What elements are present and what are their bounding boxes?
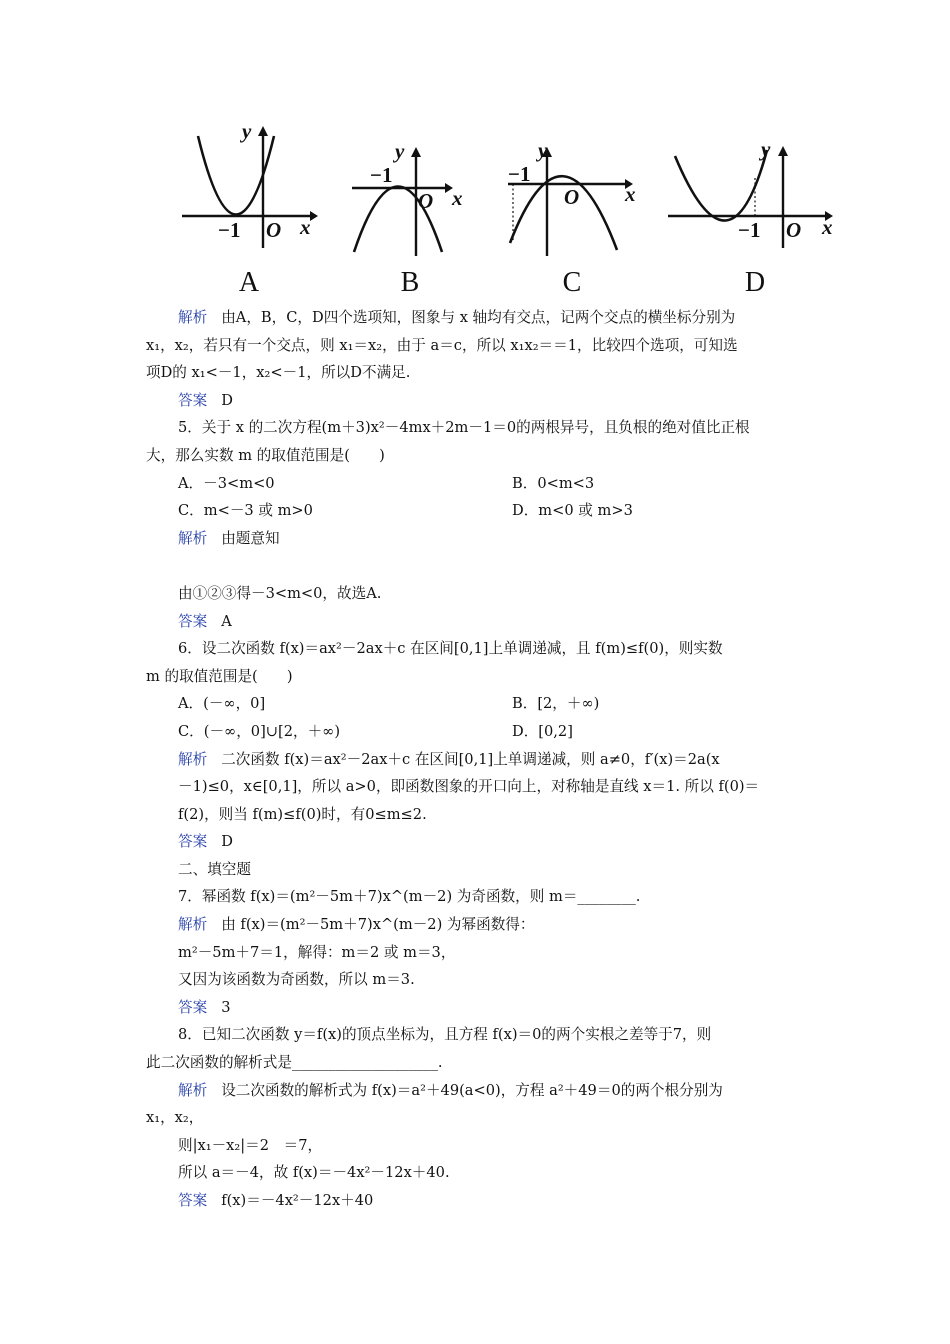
text-line [146,414,811,442]
line-text: m 的取值范围是( ) [146,667,293,685]
origin-label: O [786,218,802,242]
text-line [146,828,811,856]
text-line [146,552,811,580]
line-text: f(x)＝－4x²－12x＋40 [221,1192,374,1209]
text-line [146,1077,811,1105]
x-label: x [452,186,463,210]
y-arrow-icon [778,146,788,156]
line-text: x₁，x₂，若只有一个交点，则 x₁＝x₂，由于 a＝c，所以 x₁x₂＝＝1，比较四个选项，可知选 [146,336,738,354]
origin-label: O [564,185,580,209]
text-line [146,966,811,994]
text-line [146,332,811,360]
line-text: 8．已知二次函数 y＝f(x)的顶点坐标为，且方程 f(x)＝0的两个实根之差等于7，则 [178,1026,712,1044]
x-label: x [625,182,636,206]
answer-tag: 答案 [178,833,208,851]
option-choice: B．[2，＋∞) [512,695,600,713]
option-choice: C．m<－3 或 m>0 [178,502,313,520]
analysis-tag: 解析 [178,309,208,326]
line-text: 6．设二次函数 f(x)＝ax²－2ax＋c 在区间[0,1]上单调递减，且 f(m)≤f(0)，则实数 [178,640,723,658]
line-text: 所以 a＝－4，故 f(x)＝－4x²－12x＋40. [178,1164,450,1182]
graph-a [182,119,318,248]
minus-one-label: −1 [370,163,393,187]
origin-label: O [266,218,282,242]
option-choice: D．m<0 或 m>3 [512,502,633,520]
text-line [146,635,811,663]
graph-c [508,138,636,256]
line-text: 5．关于 x 的二次方程(m＋3)x²－4mx＋2m－1＝0的两根异号，且负根的绝对值比正根 [178,419,750,437]
text-line [146,746,811,774]
y-label: y [242,119,252,143]
graph-label-d: D [744,267,766,298]
text-line [146,580,811,608]
option-choice: A．(－∞，0] [178,695,266,713]
minus-one-label: −1 [738,218,761,242]
line-text: 由 f(x)＝(m²－5m＋7)x^(m－2) 为幂函数得： [221,916,535,934]
text-line [146,1187,811,1215]
text-line [146,994,811,1022]
option-choice: B．0<m<3 [512,474,595,492]
minus-one-label: −1 [218,218,241,242]
option-choice: D．[0,2] [512,722,573,740]
option-graphs [170,118,850,303]
text-line [146,525,811,553]
line-text: 3 [221,998,231,1016]
line-text: 此二次函数的解析式是____________________. [146,1054,443,1072]
text-line [146,1104,811,1132]
x-arrow-icon [310,211,318,221]
text-line [146,690,811,718]
text-line [146,773,811,801]
line-text: 项D的 x₁<－1，x₂<－1，所以D不满足. [146,364,411,382]
text-line [146,387,811,415]
text-line [146,304,811,332]
graph-label-c: C [562,267,582,298]
text-line [146,883,811,911]
text-line [146,1159,811,1187]
line-text: －1)≤0，x∈[0,1]，所以 a>0，即函数图象的开口向上，对称轴是直线 x＝1. 所以 f(0)＝ [178,778,760,796]
text-line [146,801,811,829]
analysis-tag: 解析 [178,916,208,934]
graph-label-a: A [238,267,260,298]
text-line [146,1132,811,1160]
text-line [146,442,811,470]
line-text: 二次函数 f(x)＝ax²－2ax＋c 在区间[0,1]上单调递减，则 a≠0，f′(x)＝2a(x [221,750,720,768]
answer-tag: 答案 [178,612,208,630]
parabola [675,150,767,221]
line-text: 大，那么实数 m 的取值范围是( ) [146,446,385,464]
line-text: f(2)，则当 f(m)≤f(0)时，有0≤m≤2. [178,805,427,823]
text-line [146,939,811,967]
text-line [146,663,811,691]
line-text: 7．幂函数 f(x)＝(m²－5m＋7)x^(m－2) 为奇函数，则 m＝________. [178,888,641,906]
text-line [146,1049,811,1077]
line-text: 由题意知 [221,529,280,547]
line-text: m²－5m＋7＝1，解得：m＝2 或 m＝3， [178,943,456,961]
y-label: y [761,137,771,161]
solution-text [146,304,811,1215]
line-text: x₁，x₂， [146,1109,204,1127]
y-label: y [395,139,405,163]
text-line [146,497,811,525]
line-text: D [221,833,233,851]
line-text: D [221,391,233,409]
text-line [146,470,811,498]
graph-d [668,137,833,248]
text-line [146,856,811,884]
answer-tag: 答案 [178,998,208,1016]
text-line [146,911,811,939]
text-line [146,1021,811,1049]
answer-tag: 答案 [178,1192,208,1209]
line-text: A [221,612,232,630]
graph-label-b: B [400,267,420,298]
line-text: 则|x₁－x₂|＝2 ＝7， [178,1136,323,1154]
y-arrow-icon [258,126,268,136]
y-label: y [538,138,548,162]
analysis-tag: 解析 [178,529,208,547]
line-text: 由①②③得－3<m<0，故选A. [178,584,382,602]
graph-b [352,139,463,256]
text-line [146,718,811,746]
x-label: x [300,215,311,239]
line-text: 设二次函数的解析式为 f(x)＝a²＋49(a<0)，方程 a²＋49＝0的两个根分别为 [221,1081,723,1099]
analysis-tag: 解析 [178,1081,208,1099]
origin-label: O [418,189,434,213]
analysis-tag: 解析 [178,750,208,768]
option-choice: A．－3<m<0 [178,474,275,492]
answer-tag: 答案 [178,391,208,409]
text-line [146,359,811,387]
x-label: x [822,215,833,239]
y-arrow-icon [411,147,421,157]
line-text: 二、填空题 [178,860,251,878]
minus-one-label: −1 [508,162,531,186]
option-choice: C．(－∞，0]∪[2，＋∞) [178,722,341,740]
line-text: 又因为该函数为奇函数，所以 m＝3. [178,971,415,989]
line-text: 由A，B，C，D四个选项知，图象与 x 轴均有交点，记两个交点的横坐标分别为 [221,309,736,326]
text-line [146,608,811,636]
